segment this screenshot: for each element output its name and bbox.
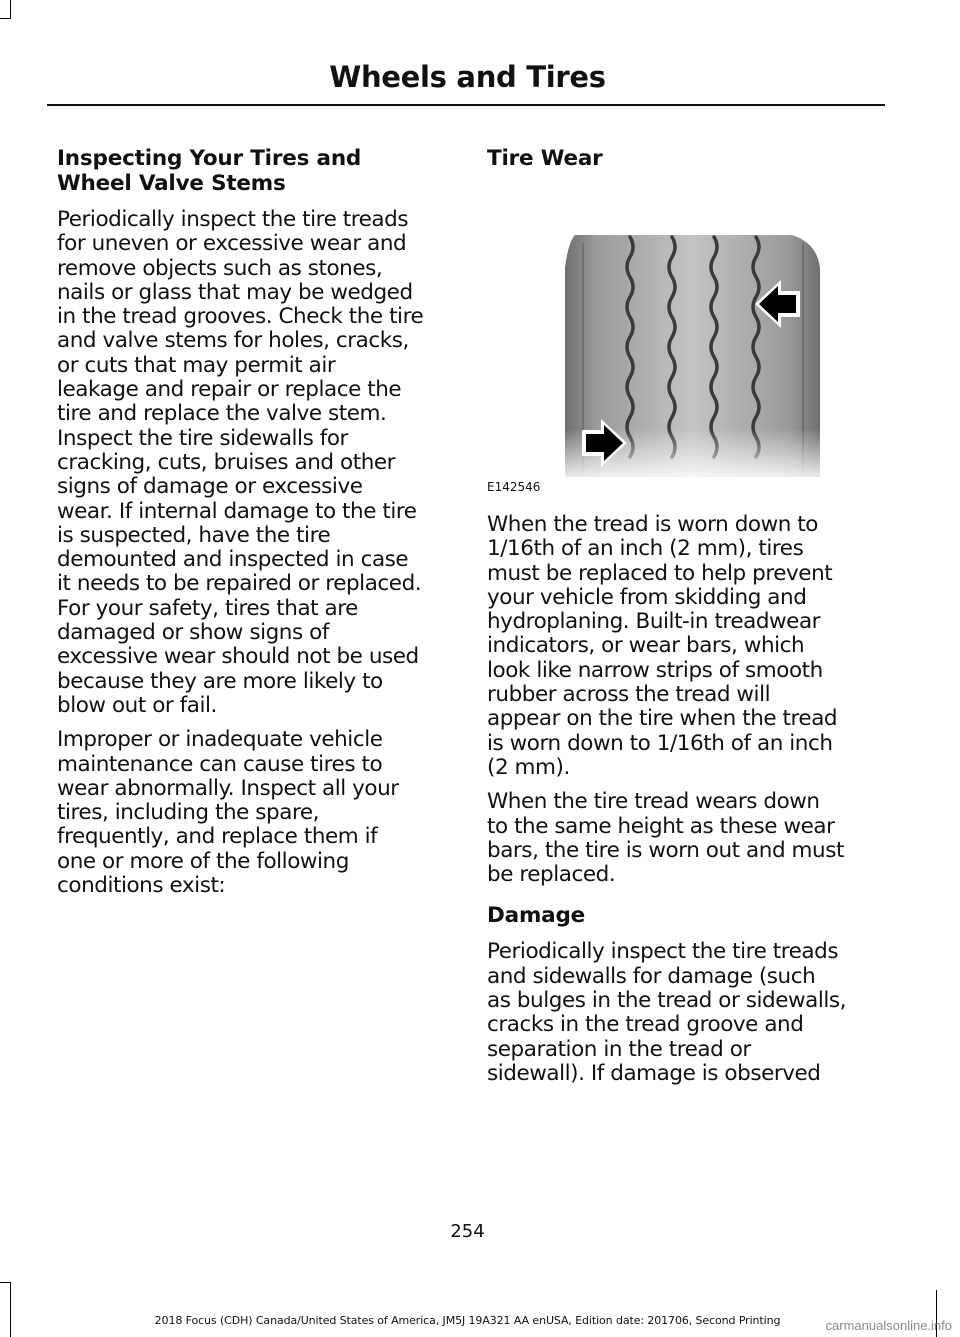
right-column <box>487 146 882 1096</box>
crop-mark-bottom-left-v <box>10 1282 11 1337</box>
footer-edition-info: 2018 Focus (CDH) Canada/United States of America, JM5J 19A321 AA enUSA, Edition date: 201706, Second Printing <box>154 1314 781 1327</box>
heading-damage: Damage <box>487 903 586 929</box>
watermark[interactable]: carmanualsonline.info <box>825 1318 952 1333</box>
crop-mark-top-left-v <box>10 0 11 18</box>
paragraph-improper-maintenance: Improper or inadequate vehicle maintenance can cause tires to wear abnormally. Inspect all your tires, including the spare, frequently, and replace them if one or more of the following conditions exist: <box>57 727 399 899</box>
heading-tire-wear: Tire Wear <box>487 146 603 171</box>
tire-tread-illustration <box>487 183 882 483</box>
page-number: 254 <box>450 1221 485 1242</box>
heading-inspecting-tires: Inspecting Your Tires and Wheel Valve Stems <box>57 146 362 196</box>
crop-mark-top-left-h <box>0 18 11 19</box>
paragraph-inspect-treads: Periodically inspect the tire treads for uneven or excessive wear and remove objects such as stones, nails or glass that may be wedged in the tread grooves. Check the tire and valve stems for holes, cracks, or cuts that may permit air leakage and repair or replace the tire and replace the valve stem. Inspect the tire sidewalls for cracking, cuts, bruises and other signs of damage or excessive wear. If internal damage to the tire is suspected, have the tire demounted and inspected in case it needs to be repaired or replaced. For your safety, tires that are damaged or show signs of excessive wear should not be used because they are more likely to blow out or fail. <box>57 207 424 718</box>
paragraph-wear-bars: When the tire tread wears down to the same height as these wear bars, the tire is worn out and must be replaced. <box>487 789 844 888</box>
paragraph-tread-worn: When the tread is worn down to 1/16th of an inch (2 mm), tires must be replaced to help prevent your vehicle from skidding and hydroplaning. Built-in treadwear indicators, or wear bars, which look like narrow strips of smooth rubber across the tread will appear on the tire when the tread is worn down to 1/16th of an inch (2 mm). <box>487 512 838 780</box>
figure-code: E142546 <box>487 480 541 494</box>
crop-mark-bottom-left-h <box>0 1282 11 1283</box>
left-column <box>57 146 452 908</box>
paragraph-damage: Periodically inspect the tire treads and sidewalls for damage (such as bulges in the tread or sidewalls, cracks in the tread groove and separation in the tread or sidewall). If damage is observed <box>487 939 847 1086</box>
section-title: Wheels and Tires <box>329 60 606 94</box>
header-divider <box>47 104 885 106</box>
tire-wear-figure <box>487 183 882 494</box>
